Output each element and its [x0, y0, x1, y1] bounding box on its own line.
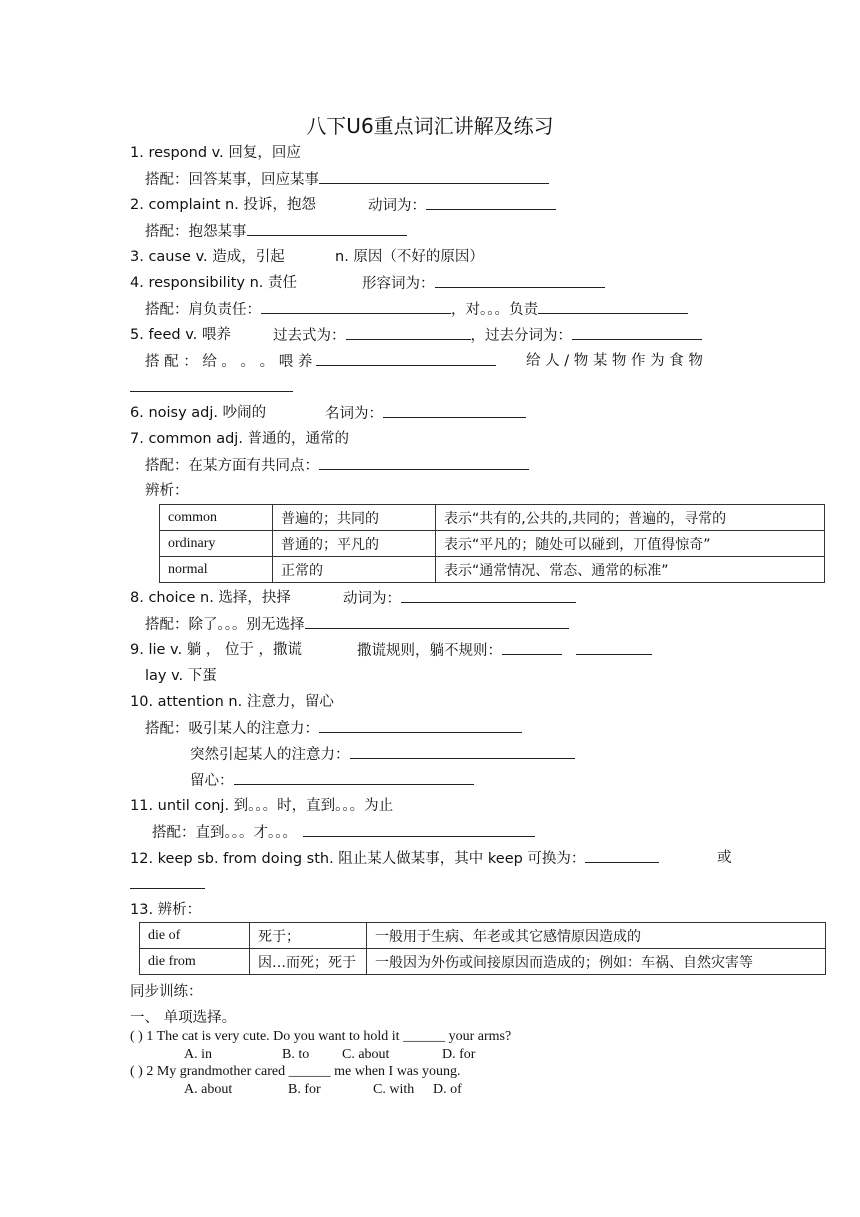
- item-6-heading: [130, 403, 383, 423]
- item-1-collocation-label: 搭配：回答某事，回应某事: [145, 172, 319, 188]
- item-10-collocation-1-label: 搭配：吸引某人的注意力：: [145, 721, 319, 737]
- blank: [502, 640, 562, 655]
- item-10-collocation-1: [145, 718, 522, 739]
- blank: [319, 169, 549, 184]
- item-9-heading: [130, 640, 502, 660]
- item-4-adj-label: 形容词为：: [362, 276, 435, 292]
- option-b: B. for: [288, 1082, 321, 1097]
- table-cell: die from: [140, 949, 250, 975]
- item-8-collocation: [145, 614, 569, 635]
- comparison-table-common: [159, 504, 825, 583]
- item-11-collocation: [152, 822, 535, 843]
- item-1-collocation: [145, 169, 549, 190]
- option-d: D. for: [442, 1047, 476, 1062]
- table-row: [140, 949, 826, 975]
- option-a: A. in: [184, 1047, 212, 1062]
- table-cell: ordinary: [160, 531, 273, 557]
- item-2-collocation-label: 搭配：抱怨某事: [145, 224, 247, 240]
- table-cell: 表示“共有的,公共的,共同的；普遍的，寻常的: [436, 505, 825, 531]
- table-cell: 正常的: [273, 557, 436, 583]
- table-row: [160, 557, 825, 583]
- item-4-heading: [130, 273, 435, 293]
- item-7-collocation-label: 搭配：在某方面有共同点：: [145, 458, 319, 474]
- item-10-collocation-3: [190, 770, 474, 791]
- item-12-or: 或: [717, 850, 732, 866]
- document-title: 八下U6重点词汇讲解及练习: [306, 114, 554, 138]
- blank: [538, 299, 688, 314]
- blank: [130, 874, 205, 889]
- option-b: B. to: [282, 1047, 310, 1062]
- item-5-collocation-cont: [130, 377, 293, 398]
- blank: [261, 299, 451, 314]
- item-5-heading: [130, 325, 572, 345]
- table-cell: 表示“平凡的；随处可以碰到，丌值得惊奇”: [436, 531, 825, 557]
- item-2-heading-text: 2. complaint n. 投诉，抱怨: [130, 197, 316, 213]
- section-1-heading: 一、 单项选择。: [130, 1010, 237, 1026]
- item-13-heading: 13. 辨析：: [130, 902, 202, 918]
- table-cell: 一般因为外伤或间接原因而造成的；例如：车祸、自然灾害等: [367, 949, 826, 975]
- item-7-heading: 7. common adj. 普通的，通常的: [130, 431, 350, 447]
- practice-heading: 同步训练：: [130, 984, 203, 1000]
- item-1-heading: 1. respond v. 回复，回应: [130, 145, 301, 161]
- item-4-heading-text: 4. responsibility n. 责任: [130, 275, 297, 291]
- item-12-heading: [130, 848, 732, 869]
- blank: [585, 848, 659, 863]
- item-7-discrimination-label: 辨析：: [145, 483, 189, 499]
- item-9-rule: [357, 640, 652, 661]
- table-cell: die of: [140, 923, 250, 949]
- item-4-collocation-label-2: ，对。。。负责: [451, 302, 538, 318]
- table-cell: 普遍的；共同的: [273, 505, 436, 531]
- item-8-heading-text: 8. choice n. 选择，抉择: [130, 590, 291, 606]
- blank: [572, 325, 702, 340]
- item-5-verb-forms: [273, 325, 702, 346]
- item-5-collocation-label: 搭 配 ： 给 。 。 。 喂 养: [145, 354, 313, 370]
- item-9-rule-label: 撒谎规则，躺不规则：: [357, 643, 502, 659]
- item-4-adj-form: [362, 273, 605, 294]
- table-cell: 一般用于生病、年老或其它感情原因造成的: [367, 923, 826, 949]
- item-8-heading: [130, 588, 401, 608]
- question-1: ( ) 1 The cat is very cute. Do you want to hold it ______ your arms?: [130, 1029, 512, 1044]
- item-4-collocation-label: 搭配：肩负责任：: [145, 302, 261, 318]
- item-8-collocation-label: 搭配：除了。。。别无选择: [145, 617, 305, 633]
- blank: [319, 718, 522, 733]
- table-cell: common: [160, 505, 273, 531]
- item-2-collocation: [145, 221, 407, 242]
- item-2-verb-label: 动词为：: [368, 198, 426, 214]
- table-cell: 表示“通常情况、常态、通常的标准”: [436, 557, 825, 583]
- table-row: [160, 505, 825, 531]
- table-cell: 普通的；平凡的: [273, 531, 436, 557]
- item-11-collocation-label: 搭配：直到。。。才。。。: [152, 825, 297, 841]
- table-row: [140, 923, 826, 949]
- blank: [383, 403, 526, 418]
- item-5-collocation: [145, 351, 703, 372]
- option-c: C. with: [373, 1082, 415, 1097]
- item-5-past-label: 过去式为：: [273, 328, 346, 344]
- blank: [303, 822, 535, 837]
- item-4-collocation: [145, 299, 688, 320]
- blank: [130, 377, 293, 392]
- option-c: C. about: [342, 1047, 390, 1062]
- item-3-heading-text: 3. cause v. 造成，引起: [130, 249, 285, 265]
- blank: [319, 455, 529, 470]
- item-10-collocation-2-label: 突然引起某人的注意力：: [190, 747, 350, 763]
- item-3-heading: [130, 247, 484, 267]
- item-5-collocation-label-2: 给 人 / 物 某 物 作 为 食 物: [526, 353, 703, 369]
- item-10-collocation-2: [190, 744, 575, 765]
- blank: [316, 351, 496, 366]
- blank: [576, 640, 652, 655]
- item-10-collocation-3-label: 留心：: [190, 773, 234, 789]
- item-7-collocation: [145, 455, 529, 476]
- option-a: A. about: [184, 1082, 233, 1097]
- blank: [350, 744, 575, 759]
- item-8-verb-form: [343, 588, 576, 609]
- table-cell: normal: [160, 557, 273, 583]
- item-6-noun-form: [325, 403, 526, 424]
- item-12-heading-text: 12. keep sb. from doing sth. 阻止某人做某事，其中 keep 可换为：: [130, 851, 586, 867]
- option-d: D. of: [433, 1082, 462, 1097]
- item-5-heading-text: 5. feed v. 喂养: [130, 327, 231, 343]
- item-5-pp-label: ，过去分词为：: [470, 328, 572, 344]
- blank: [247, 221, 407, 236]
- item-9-heading-text: 9. lie v. 躺 ， 位于 ，撒谎: [130, 642, 303, 658]
- table-row: [160, 531, 825, 557]
- item-6-noun-label: 名词为：: [325, 406, 383, 422]
- blank: [346, 325, 471, 340]
- item-10-heading: 10. attention n. 注意力，留心: [130, 694, 334, 710]
- table-cell: 死于；: [250, 923, 367, 949]
- blank: [305, 614, 569, 629]
- blank: [426, 195, 556, 210]
- item-11-heading: 11. until conj. 到。。。时，直到。。。为止: [130, 798, 394, 814]
- table-cell: 因…而死；死于: [250, 949, 367, 975]
- comparison-table-die: [139, 922, 826, 975]
- question-2: ( ) 2 My grandmother cared ______ me when I was young.: [130, 1064, 461, 1079]
- item-6-heading-text: 6. noisy adj. 吵闹的: [130, 405, 267, 421]
- item-8-verb-label: 动词为：: [343, 591, 401, 607]
- blank: [401, 588, 576, 603]
- item-2-verb-form: [368, 195, 556, 216]
- blank: [234, 770, 474, 785]
- item-9-lay: lay v. 下蛋: [145, 668, 217, 684]
- item-2-heading: [130, 195, 426, 215]
- item-3-noun-meaning: n. 原因（不好的原因）: [335, 249, 484, 265]
- blank: [435, 273, 605, 288]
- item-12-cont: [130, 874, 205, 895]
